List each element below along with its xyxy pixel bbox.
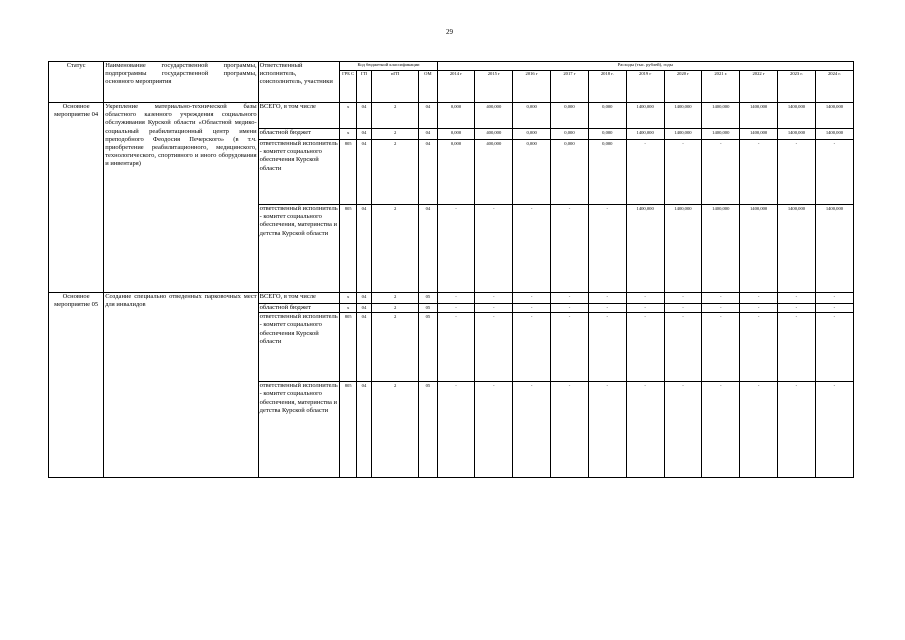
code-cell: 2 <box>372 293 419 304</box>
code-cell: 04 <box>419 205 437 293</box>
value-cell: - <box>551 304 589 313</box>
value-cell: - <box>513 205 551 293</box>
value-cell: - <box>664 382 702 478</box>
value-cell: - <box>513 304 551 313</box>
value-cell: - <box>626 313 664 382</box>
value-cell: - <box>551 293 589 304</box>
value-cell: 1400,000 <box>740 129 778 140</box>
row-label: ответственный исполнитель - комитет социального обеспечения, материнства и детства Курской области <box>258 382 340 478</box>
value-cell: - <box>626 304 664 313</box>
value-cell: - <box>815 304 853 313</box>
table-row <box>49 293 854 304</box>
header-code-grbs: ГРБ С <box>340 71 356 103</box>
code-cell: 04 <box>419 129 437 140</box>
value-cell: 1400,000 <box>664 129 702 140</box>
row-label: ВСЕГО, в том числе <box>258 293 340 304</box>
value-cell: 1400,000 <box>702 103 740 129</box>
value-cell: - <box>588 205 626 293</box>
row-label: ответственный исполнитель - комитет социального обеспечения Курской области <box>258 313 340 382</box>
value-cell: 1400,000 <box>664 205 702 293</box>
header-year: 2014 г <box>437 71 475 103</box>
value-cell: - <box>475 205 513 293</box>
value-cell: - <box>664 140 702 205</box>
value-cell: 0,000 <box>437 103 475 129</box>
value-cell: 1400,000 <box>815 103 853 129</box>
header-year: 2024 г. <box>815 71 853 103</box>
value-cell: 1400,000 <box>740 103 778 129</box>
value-cell: - <box>740 382 778 478</box>
row-label: ВСЕГО, в том числе <box>258 103 340 129</box>
value-cell: - <box>588 313 626 382</box>
value-cell: - <box>626 382 664 478</box>
code-cell: 805 <box>340 313 356 382</box>
value-cell: 0,000 <box>437 129 475 140</box>
header-budget-code: Код бюджетной классификации <box>340 62 437 71</box>
value-cell: 1400,000 <box>778 103 816 129</box>
code-cell: 2 <box>372 129 419 140</box>
value-cell: - <box>740 313 778 382</box>
value-cell: 0,000 <box>513 103 551 129</box>
value-cell: - <box>664 293 702 304</box>
code-cell: 04 <box>356 205 371 293</box>
header-expenses: Расходы (тыс. рублей), годы <box>437 62 853 71</box>
value-cell: 1400,000 <box>815 129 853 140</box>
header-code-om: ОМ <box>419 71 437 103</box>
value-cell: - <box>740 140 778 205</box>
header-year: 2020 г <box>664 71 702 103</box>
value-cell: - <box>815 293 853 304</box>
value-cell: - <box>475 382 513 478</box>
value-cell: 1400,000 <box>815 205 853 293</box>
value-cell: - <box>475 313 513 382</box>
value-cell: - <box>437 382 475 478</box>
value-cell: 1400,000 <box>626 103 664 129</box>
code-cell: 04 <box>419 140 437 205</box>
value-cell: 400,000 <box>475 129 513 140</box>
value-cell: - <box>551 313 589 382</box>
header-year: 2015 г <box>475 71 513 103</box>
header-year: 2023 г. <box>778 71 816 103</box>
code-cell: 805 <box>340 205 356 293</box>
value-cell: - <box>778 382 816 478</box>
row-label: ответственный исполнитель - комитет социального обеспечения, материнства и детства Курской области <box>258 205 340 293</box>
budget-table <box>48 61 854 478</box>
value-cell: 0,000 <box>513 140 551 205</box>
header-code-gp: ГП <box>356 71 371 103</box>
value-cell: - <box>702 382 740 478</box>
value-cell: - <box>588 382 626 478</box>
value-cell: - <box>702 293 740 304</box>
value-cell: - <box>551 205 589 293</box>
value-cell: - <box>702 140 740 205</box>
code-cell: x <box>340 103 356 129</box>
header-status: Статус <box>49 62 104 103</box>
value-cell: 400,000 <box>475 140 513 205</box>
section-status: Основное мероприятие 05 <box>49 293 104 478</box>
value-cell: - <box>588 304 626 313</box>
value-cell: 0,000 <box>551 129 589 140</box>
value-cell: 0,000 <box>513 129 551 140</box>
value-cell: - <box>664 304 702 313</box>
row-label: областной бюджет <box>258 129 340 140</box>
code-cell: x <box>340 304 356 313</box>
code-cell: x <box>340 293 356 304</box>
value-cell: - <box>626 293 664 304</box>
value-cell: 1400,000 <box>626 129 664 140</box>
code-cell: x <box>340 129 356 140</box>
value-cell: 1400,000 <box>778 205 816 293</box>
value-cell: - <box>475 304 513 313</box>
value-cell: - <box>778 140 816 205</box>
value-cell: 400,000 <box>475 103 513 129</box>
value-cell: - <box>740 293 778 304</box>
value-cell: - <box>815 140 853 205</box>
value-cell: - <box>702 304 740 313</box>
section-name: Создание специально отведенных парковочных мест для инвалидов <box>104 293 258 478</box>
value-cell: - <box>815 382 853 478</box>
value-cell: - <box>475 293 513 304</box>
value-cell: 0,000 <box>437 140 475 205</box>
value-cell: - <box>437 313 475 382</box>
code-cell: 05 <box>419 293 437 304</box>
value-cell: 1400,000 <box>778 129 816 140</box>
value-cell: - <box>778 293 816 304</box>
value-cell: - <box>513 293 551 304</box>
row-label: областной бюджет <box>258 304 340 313</box>
code-cell: 04 <box>356 140 371 205</box>
header-responsible: Ответственный исполнитель, соисполнитель, участники <box>258 62 340 103</box>
value-cell: 0,000 <box>551 103 589 129</box>
value-cell: 1400,000 <box>740 205 778 293</box>
header-year: 2019 г <box>626 71 664 103</box>
value-cell: 1400,000 <box>702 129 740 140</box>
value-cell: 1400,000 <box>664 103 702 129</box>
code-cell: 2 <box>372 103 419 129</box>
value-cell: - <box>626 140 664 205</box>
row-label: ответственный исполнитель - комитет социального обеспечения Курской области <box>258 140 340 205</box>
code-cell: 05 <box>419 313 437 382</box>
value-cell: 0,000 <box>551 140 589 205</box>
code-cell: 04 <box>356 129 371 140</box>
value-cell: 1400,000 <box>702 205 740 293</box>
code-cell: 04 <box>356 313 371 382</box>
value-cell: - <box>740 304 778 313</box>
code-cell: 05 <box>419 304 437 313</box>
table-row <box>49 103 854 129</box>
value-cell: - <box>437 293 475 304</box>
value-cell: - <box>437 205 475 293</box>
code-cell: 2 <box>372 313 419 382</box>
code-cell: 04 <box>356 103 371 129</box>
value-cell: - <box>513 382 551 478</box>
page-number: 29 <box>446 28 453 36</box>
code-cell: 805 <box>340 140 356 205</box>
code-cell: 05 <box>419 382 437 478</box>
code-cell: 04 <box>356 382 371 478</box>
value-cell: - <box>815 313 853 382</box>
header-code-pgp: пГП <box>372 71 419 103</box>
value-cell: - <box>588 293 626 304</box>
code-cell: 04 <box>356 304 371 313</box>
value-cell: 0,000 <box>588 129 626 140</box>
code-cell: 2 <box>372 304 419 313</box>
value-cell: - <box>664 313 702 382</box>
header-year: 2018 г. <box>588 71 626 103</box>
value-cell: - <box>551 382 589 478</box>
value-cell: - <box>437 304 475 313</box>
value-cell: 1400,000 <box>626 205 664 293</box>
header-year: 2022 г <box>740 71 778 103</box>
code-cell: 805 <box>340 382 356 478</box>
header-year: 2016 г <box>513 71 551 103</box>
code-cell: 2 <box>372 382 419 478</box>
code-cell: 2 <box>372 140 419 205</box>
value-cell: - <box>778 304 816 313</box>
section-status: Основное мероприятие 04 <box>49 103 104 293</box>
value-cell: 0,000 <box>588 103 626 129</box>
header-year: 2017 г <box>551 71 589 103</box>
value-cell: - <box>702 313 740 382</box>
code-cell: 2 <box>372 205 419 293</box>
header-name: Наименование государственной программы, подпрограммы государственной программы, основного мероприятия <box>104 62 258 103</box>
code-cell: 04 <box>356 293 371 304</box>
header-year: 2021 г. <box>702 71 740 103</box>
value-cell: - <box>513 313 551 382</box>
value-cell: - <box>778 313 816 382</box>
value-cell: 0,000 <box>588 140 626 205</box>
section-name: Укрепление материально-технической базы областного казенного учреждения социального обслуживания Курской области «Областной медико-социальный реабилитационный центр имени преподобного Феодосия Печерского» (в т.ч. приобретение реабилитационного, медицинского, технологического, спортивного и иного оборудования и инвентаря) <box>104 103 258 293</box>
code-cell: 04 <box>419 103 437 129</box>
